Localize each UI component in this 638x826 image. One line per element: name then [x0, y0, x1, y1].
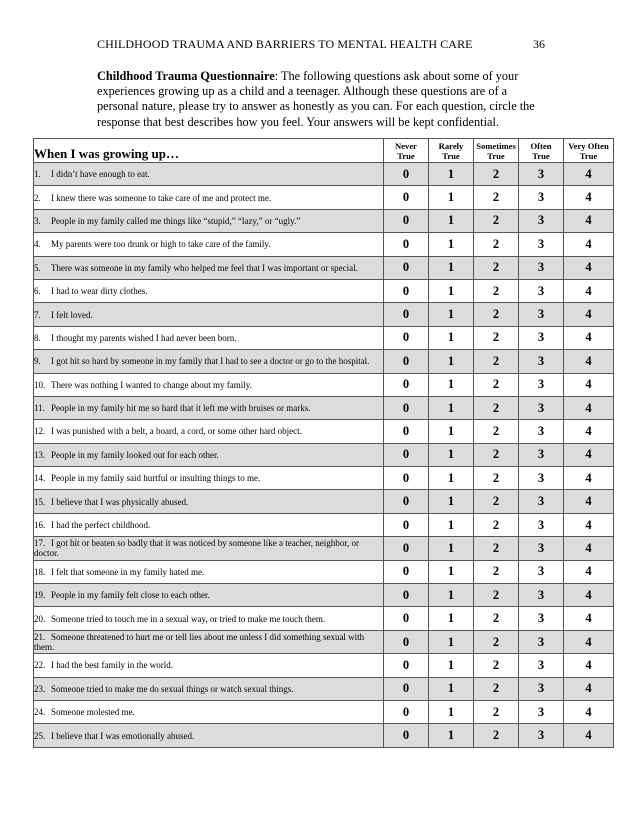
response-option[interactable]: 1 [429, 724, 474, 747]
question-text: People in my family called me things like “stupid,” “lazy,” or “ugly.” [51, 215, 301, 226]
option-header-never: Never True [384, 139, 429, 163]
response-option[interactable]: 3 [519, 677, 564, 700]
response-option[interactable]: 4 [564, 420, 614, 443]
response-option[interactable]: 3 [519, 513, 564, 536]
response-option[interactable]: 4 [564, 677, 614, 700]
question-text: People in my family hit me so hard that it left me with bruises or marks. [51, 403, 311, 414]
question-cell [34, 256, 384, 279]
response-option[interactable]: 0 [384, 350, 429, 373]
question-number: 17. [34, 538, 46, 549]
response-option[interactable]: 1 [429, 186, 474, 209]
question-number: 4. [34, 239, 41, 250]
question-text: People in my family felt close to each other. [51, 590, 210, 601]
response-option[interactable]: 0 [384, 373, 429, 396]
question-number: 21. [34, 632, 46, 642]
response-option[interactable]: 1 [429, 467, 474, 490]
question-text: I believe that I was emotionally abused. [51, 730, 195, 741]
response-option[interactable]: 2 [474, 256, 519, 279]
running-title: CHILDHOOD TRAUMA AND BARRIERS TO MENTAL HEALTH CARE [97, 37, 473, 51]
table-row [34, 256, 614, 279]
question-number: 19. [34, 590, 46, 601]
question-text: I got hit or beaten so badly that it was noticed by someone like a teacher, neighbor, or doctor. [34, 538, 359, 559]
response-option[interactable]: 1 [429, 513, 474, 536]
response-option[interactable]: 0 [384, 630, 429, 653]
question-cell [34, 607, 384, 630]
question-cell [34, 513, 384, 536]
response-option[interactable]: 2 [474, 467, 519, 490]
question-number: 18. [34, 566, 46, 577]
response-option[interactable]: 2 [474, 560, 519, 583]
option-header-very-often: Very Often True [564, 139, 614, 163]
response-option[interactable]: 2 [474, 607, 519, 630]
response-option[interactable]: 4 [564, 163, 614, 186]
response-option[interactable]: 1 [429, 654, 474, 677]
question-cell [34, 233, 384, 256]
response-option[interactable]: 2 [474, 163, 519, 186]
question-number: 3. [34, 215, 41, 226]
response-option[interactable]: 0 [384, 700, 429, 723]
response-option[interactable]: 4 [564, 256, 614, 279]
response-option[interactable]: 2 [474, 443, 519, 466]
page-number: 36 [533, 37, 545, 51]
response-option[interactable]: 0 [384, 537, 429, 560]
question-cell [34, 186, 384, 209]
option-header-often: Often True [519, 139, 564, 163]
response-option[interactable]: 0 [384, 654, 429, 677]
table-row [34, 537, 614, 560]
response-option[interactable]: 2 [474, 724, 519, 747]
response-option[interactable]: 4 [564, 373, 614, 396]
response-option[interactable]: 4 [564, 443, 614, 466]
option-header-sometimes: Sometimes True [474, 139, 519, 163]
response-option[interactable]: 4 [564, 467, 614, 490]
response-option[interactable]: 1 [429, 326, 474, 349]
response-option[interactable]: 0 [384, 209, 429, 232]
response-option[interactable]: 4 [564, 186, 614, 209]
response-option[interactable]: 4 [564, 724, 614, 747]
question-cell [34, 537, 384, 560]
table-row [34, 326, 614, 349]
response-option[interactable]: 1 [429, 396, 474, 419]
response-option[interactable]: 4 [564, 560, 614, 583]
response-option[interactable]: 1 [429, 303, 474, 326]
response-option[interactable]: 4 [564, 607, 614, 630]
question-number: 9. [34, 356, 41, 367]
response-option[interactable]: 1 [429, 700, 474, 723]
response-option[interactable]: 0 [384, 607, 429, 630]
question-text: I had to wear dirty clothes. [51, 286, 148, 297]
table-row [34, 700, 614, 723]
response-option[interactable]: 0 [384, 396, 429, 419]
question-text: People in my family said hurtful or insulting things to me. [51, 473, 261, 484]
response-option[interactable]: 0 [384, 233, 429, 256]
response-option[interactable]: 3 [519, 350, 564, 373]
response-option[interactable]: 2 [474, 677, 519, 700]
question-cell [34, 560, 384, 583]
response-option[interactable]: 2 [474, 373, 519, 396]
response-option[interactable]: 2 [474, 279, 519, 302]
question-text: I felt that someone in my family hated me. [51, 566, 205, 577]
response-option[interactable]: 1 [429, 233, 474, 256]
question-number: 6. [34, 286, 41, 297]
question-number: 13. [34, 449, 46, 460]
response-option[interactable]: 3 [519, 256, 564, 279]
response-option[interactable]: 4 [564, 537, 614, 560]
table-row [34, 233, 614, 256]
response-option[interactable]: 3 [519, 490, 564, 513]
question-text: I thought my parents wished I had never been born. [51, 332, 237, 343]
question-cell [34, 420, 384, 443]
questionnaire-title: Childhood Trauma Questionnaire [97, 69, 275, 83]
response-option[interactable]: 2 [474, 584, 519, 607]
response-option[interactable]: 4 [564, 584, 614, 607]
table-row [34, 443, 614, 466]
question-text: I believe that I was physically abused. [51, 496, 189, 507]
response-option[interactable]: 4 [564, 209, 614, 232]
response-option[interactable]: 1 [429, 350, 474, 373]
response-option[interactable]: 0 [384, 303, 429, 326]
items-body [34, 163, 614, 748]
response-option[interactable]: 4 [564, 513, 614, 536]
table-row [34, 209, 614, 232]
response-option[interactable]: 1 [429, 537, 474, 560]
response-option[interactable]: 3 [519, 560, 564, 583]
response-option[interactable]: 3 [519, 326, 564, 349]
table-row [34, 584, 614, 607]
question-cell [34, 630, 384, 653]
question-cell [34, 700, 384, 723]
response-option[interactable]: 4 [564, 279, 614, 302]
response-option[interactable]: 4 [564, 630, 614, 653]
question-cell [34, 677, 384, 700]
questionnaire-table [33, 138, 614, 748]
question-text: Someone tried to touch me in a sexual way, or tried to make me touch them. [51, 613, 326, 624]
questionnaire-instructions [97, 69, 545, 130]
response-option[interactable]: 3 [519, 443, 564, 466]
question-text: I didn’t have enough to eat. [51, 169, 150, 180]
question-text: I knew there was someone to take care of me and protect me. [51, 192, 272, 203]
question-cell [34, 326, 384, 349]
question-text: I was punished with a belt, a board, a cord, or some other hard object. [51, 426, 302, 437]
table-row [34, 279, 614, 302]
question-text: I had the perfect childhood. [51, 520, 151, 531]
response-option[interactable]: 0 [384, 677, 429, 700]
table-header-row [34, 139, 614, 163]
question-cell [34, 163, 384, 186]
question-number: 24. [34, 707, 46, 718]
question-cell [34, 467, 384, 490]
response-option[interactable]: 1 [429, 584, 474, 607]
response-option[interactable]: 4 [564, 303, 614, 326]
response-option[interactable]: 2 [474, 209, 519, 232]
question-number: 25. [34, 730, 46, 741]
table-row [34, 607, 614, 630]
response-option[interactable]: 0 [384, 326, 429, 349]
question-cell [34, 490, 384, 513]
response-option[interactable]: 3 [519, 467, 564, 490]
question-number: 1. [34, 169, 41, 180]
question-number: 8. [34, 332, 41, 343]
table-row [34, 630, 614, 653]
response-option[interactable]: 3 [519, 373, 564, 396]
instructions-text: : The following questions ask about some of your experiences growing up as a child and a teenager. Although these questions are of a personal nature, please try to answer as honestly as you can. For each question, circle the response that best describes how you feel. Your answers will be kept confidential. [97, 69, 535, 129]
question-number: 10. [34, 379, 46, 390]
response-option[interactable]: 2 [474, 490, 519, 513]
table-row [34, 677, 614, 700]
table-row [34, 467, 614, 490]
table-row [34, 163, 614, 186]
question-cell [34, 584, 384, 607]
response-option[interactable]: 2 [474, 350, 519, 373]
response-option[interactable]: 3 [519, 279, 564, 302]
question-text: Someone molested me. [51, 707, 135, 718]
question-cell [34, 443, 384, 466]
response-option[interactable]: 2 [474, 537, 519, 560]
question-cell [34, 303, 384, 326]
question-cell [34, 209, 384, 232]
question-number: 15. [34, 496, 46, 507]
question-number: 22. [34, 660, 46, 671]
response-option[interactable]: 3 [519, 396, 564, 419]
response-option[interactable]: 3 [519, 700, 564, 723]
question-cell [34, 373, 384, 396]
question-number: 12. [34, 426, 46, 437]
response-option[interactable]: 1 [429, 560, 474, 583]
table-row [34, 420, 614, 443]
response-option[interactable]: 1 [429, 209, 474, 232]
response-option[interactable]: 2 [474, 303, 519, 326]
response-option[interactable]: 1 [429, 163, 474, 186]
question-text: I felt loved. [51, 309, 93, 320]
response-option[interactable]: 0 [384, 163, 429, 186]
table-row [34, 654, 614, 677]
response-option[interactable]: 3 [519, 584, 564, 607]
question-text: I got hit so hard by someone in my family that I had to see a doctor or go to the hospital. [51, 356, 370, 367]
question-number: 16. [34, 520, 46, 531]
response-option[interactable]: 1 [429, 420, 474, 443]
response-option[interactable]: 3 [519, 420, 564, 443]
option-header-rarely: Rarely True [429, 139, 474, 163]
table-row [34, 373, 614, 396]
question-text: People in my family looked out for each other. [51, 449, 219, 460]
question-number: 7. [34, 309, 41, 320]
response-option[interactable]: 0 [384, 279, 429, 302]
response-option[interactable]: 1 [429, 256, 474, 279]
question-cell [34, 724, 384, 747]
question-number: 23. [34, 683, 46, 694]
response-option[interactable]: 2 [474, 326, 519, 349]
question-text: My parents were too drunk or high to take care of the family. [51, 239, 271, 250]
question-number: 5. [34, 262, 41, 273]
response-option[interactable]: 3 [519, 537, 564, 560]
response-option[interactable]: 4 [564, 396, 614, 419]
response-option[interactable]: 1 [429, 443, 474, 466]
response-option[interactable]: 1 [429, 490, 474, 513]
response-option[interactable]: 0 [384, 724, 429, 747]
response-option[interactable]: 0 [384, 584, 429, 607]
response-option[interactable]: 2 [474, 396, 519, 419]
response-option[interactable]: 1 [429, 630, 474, 653]
response-option[interactable]: 0 [384, 467, 429, 490]
response-option[interactable]: 2 [474, 420, 519, 443]
response-option[interactable]: 3 [519, 233, 564, 256]
question-number: 14. [34, 473, 46, 484]
table-row [34, 490, 614, 513]
response-option[interactable]: 2 [474, 233, 519, 256]
response-option[interactable]: 0 [384, 490, 429, 513]
table-row [34, 724, 614, 747]
table-row [34, 186, 614, 209]
response-option[interactable]: 4 [564, 326, 614, 349]
response-option[interactable]: 0 [384, 513, 429, 536]
table-row [34, 513, 614, 536]
question-number: 2. [34, 192, 41, 203]
response-option[interactable]: 2 [474, 630, 519, 653]
response-option[interactable]: 3 [519, 303, 564, 326]
response-option[interactable]: 3 [519, 209, 564, 232]
table-row [34, 350, 614, 373]
response-option[interactable]: 3 [519, 724, 564, 747]
response-option[interactable]: 1 [429, 677, 474, 700]
response-option[interactable]: 0 [384, 186, 429, 209]
response-option[interactable]: 4 [564, 700, 614, 723]
response-option[interactable]: 0 [384, 560, 429, 583]
response-option[interactable]: 4 [564, 233, 614, 256]
response-option[interactable]: 4 [564, 490, 614, 513]
response-option[interactable]: 0 [384, 256, 429, 279]
response-option[interactable]: 0 [384, 443, 429, 466]
response-option[interactable]: 2 [474, 700, 519, 723]
table-row [34, 560, 614, 583]
response-option[interactable]: 1 [429, 373, 474, 396]
response-option[interactable]: 1 [429, 279, 474, 302]
question-cell [34, 350, 384, 373]
question-number: 11. [34, 403, 45, 414]
response-option[interactable]: 3 [519, 163, 564, 186]
response-option[interactable]: 3 [519, 607, 564, 630]
question-cell [34, 654, 384, 677]
response-option[interactable]: 0 [384, 420, 429, 443]
question-text: There was nothing I wanted to change about my family. [51, 379, 252, 390]
question-text: Someone threatened to hurt me or tell lies about me unless I did something sexual with them. [34, 632, 365, 652]
question-text: I had the best family in the world. [51, 660, 173, 671]
response-option[interactable]: 3 [519, 186, 564, 209]
response-option[interactable]: 2 [474, 654, 519, 677]
response-option[interactable]: 3 [519, 630, 564, 653]
question-text: Someone tried to make me do sexual things or watch sexual things. [51, 683, 294, 694]
response-option[interactable]: 3 [519, 654, 564, 677]
running-header [97, 37, 545, 53]
response-option[interactable]: 2 [474, 513, 519, 536]
response-option[interactable]: 2 [474, 186, 519, 209]
question-cell [34, 396, 384, 419]
response-option[interactable]: 1 [429, 607, 474, 630]
question-cell [34, 279, 384, 302]
response-option[interactable]: 4 [564, 654, 614, 677]
question-text: There was someone in my family who helped me feel that I was important or special. [51, 262, 358, 273]
response-option[interactable]: 4 [564, 350, 614, 373]
table-row [34, 396, 614, 419]
stem-header: When I was growing up… [34, 139, 384, 163]
table-row [34, 303, 614, 326]
question-number: 20. [34, 613, 46, 624]
